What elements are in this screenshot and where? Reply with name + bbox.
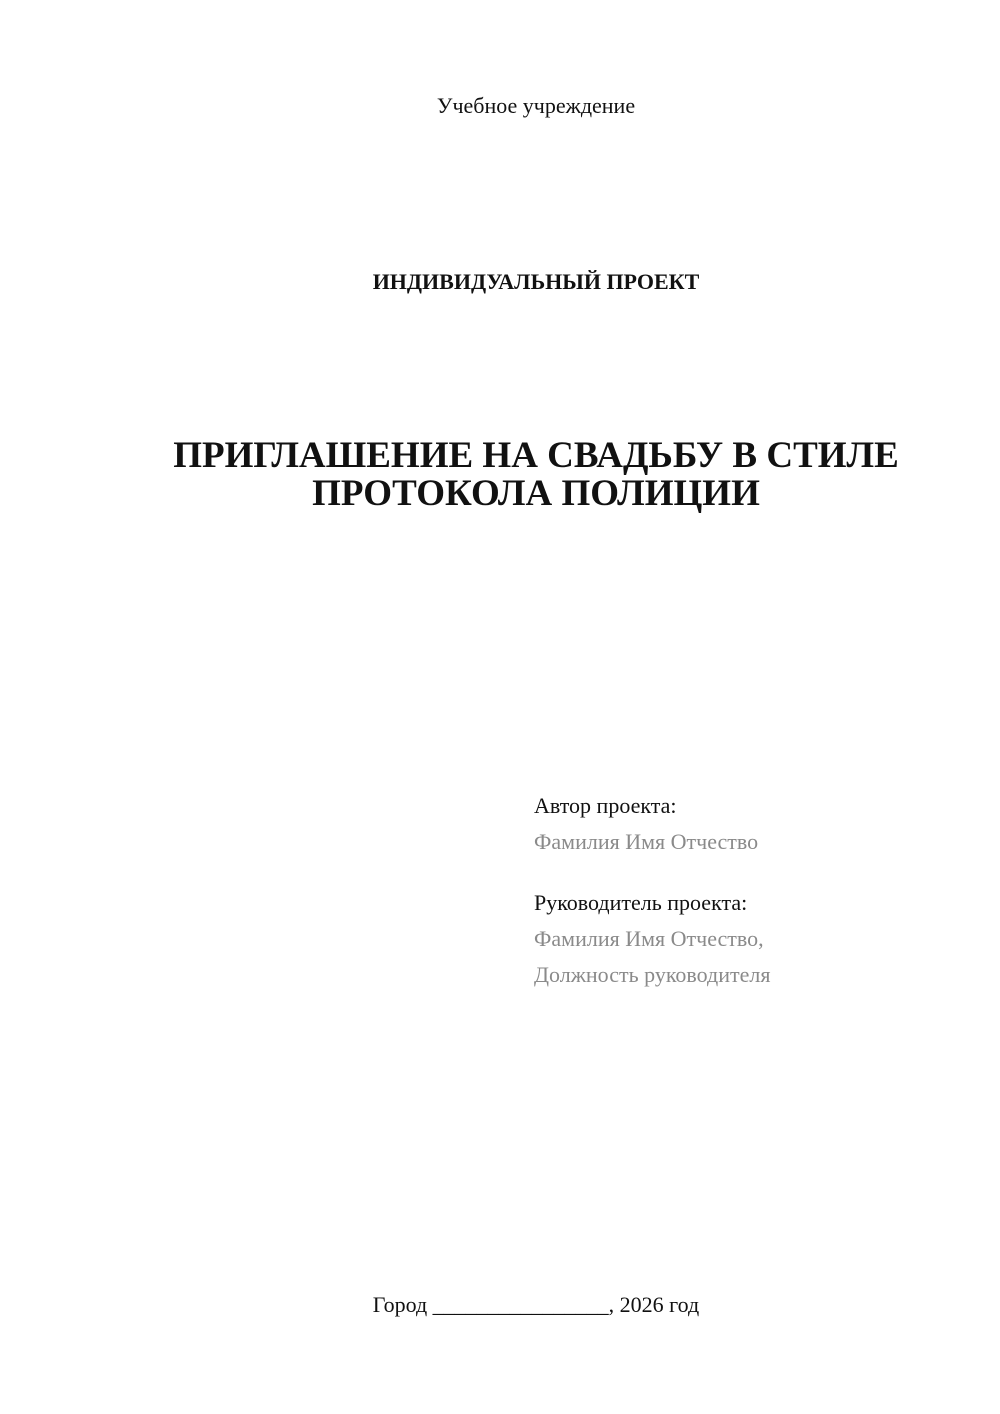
credits-block: [534, 788, 974, 993]
project-title-line-1: ПРИГЛАШЕНИЕ НА СВАДЬБУ В СТИЛЕ: [173, 435, 899, 476]
supervisor-position: Должность руководителя: [534, 962, 771, 987]
author-name: Фамилия Имя Отчество: [534, 829, 759, 854]
supervisor-name: Фамилия Имя Отчество,: [534, 926, 764, 951]
document-type: ИНДИВИДУАЛЬНЫЙ ПРОЕКТ: [372, 269, 700, 294]
project-title-line-2: ПРОТОКОЛА ПОЛИЦИИ: [312, 473, 760, 514]
credits-spacer: [534, 860, 974, 885]
institution-name: Учебное учреждение: [436, 93, 636, 118]
project-title: [100, 437, 972, 513]
supervisor-label: Руководитель проекта:: [534, 890, 748, 915]
author-label: Автор проекта:: [534, 793, 677, 818]
city-year-footer: Город ________________, 2026 год: [372, 1292, 700, 1317]
